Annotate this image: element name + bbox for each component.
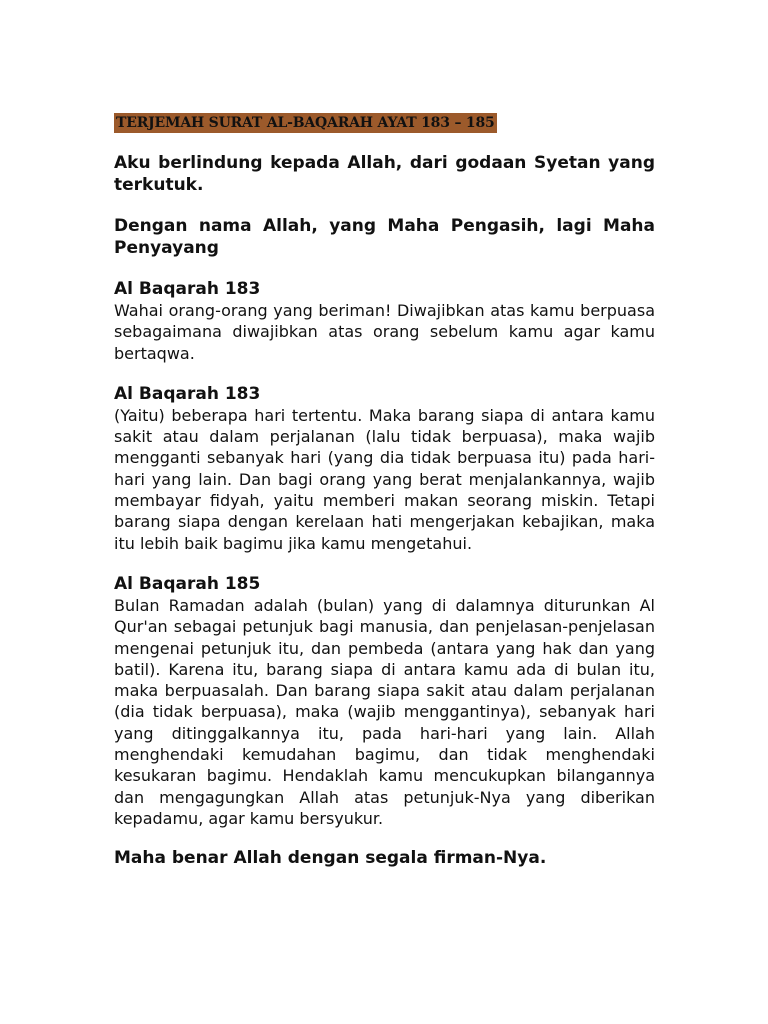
verse-section-1: [114, 278, 655, 364]
verse-heading: Al Baqarah 185: [114, 573, 261, 594]
basmalah-paragraph: Dengan nama Allah, yang Maha Pengasih, lagi Maha Penyayang: [114, 216, 655, 258]
verse-translation: Bulan Ramadan adalah (bulan) yang di dalamnya diturunkan Al Qur'an sebagai petunjuk bagi manusia, dan penjelasan-penjelasan mengenai petunjuk itu, dan pembeda (antara yang hak dan yang batil). Karena itu, barang siapa di antara kamu ada di bulan itu, maka berpuasalah. Dan barang siapa sakit atau dalam perjalanan (dia tidak berpuasa), maka (wajib menggantinya), sebanyak hari yang ditinggalkannya itu, pada hari-hari yang lain. Allah menghendaki kemudahan bagimu, dan tidak menghendaki kesukaran bagimu. Hendaklah kamu mencukupkan bilangannya dan mengagungkan Allah atas petunjuk-Nya yang diberikan kepadamu, agar kamu bersyukur.: [114, 595, 655, 828]
verse-heading: Al Baqarah 183: [114, 383, 261, 404]
verse-translation: (Yaitu) beberapa hari tertentu. Maka barang siapa di antara kamu sakit atau dalam perjalanan (lalu tidak berpuasa), maka wajib mengganti sebanyak hari (yang dia tidak berpuasa itu) pada hari-hari yang lain. Dan bagi orang yang berat menjalankannya, wajib membayar fidyah, yaitu memberi makan seorang miskin. Tetapi barang siapa dengan kerelaan hati mengerjakan kebajikan, maka itu lebih baik bagimu jika kamu mengetahui.: [114, 405, 655, 553]
verse-section-2: [114, 383, 655, 554]
closing-paragraph: Maha benar Allah dengan segala firman-Nya.: [114, 848, 547, 869]
document-page: [114, 112, 655, 869]
verse-section-3: [114, 573, 655, 829]
verse-heading: Al Baqarah 183: [114, 279, 261, 299]
document-title: TERJEMAH SURAT AL-BAQARAH AYAT 183 – 185: [116, 115, 495, 131]
verse-translation: Wahai orang-orang yang beriman! Diwajibkan atas kamu berpuasa sebagaimana diwajibkan atas orang sebelum kamu agar kamu bertaqwa.: [114, 301, 655, 363]
taawudz-paragraph: Aku berlindung kepada Allah, dari godaan Syetan yang terkutuk.: [114, 153, 655, 195]
